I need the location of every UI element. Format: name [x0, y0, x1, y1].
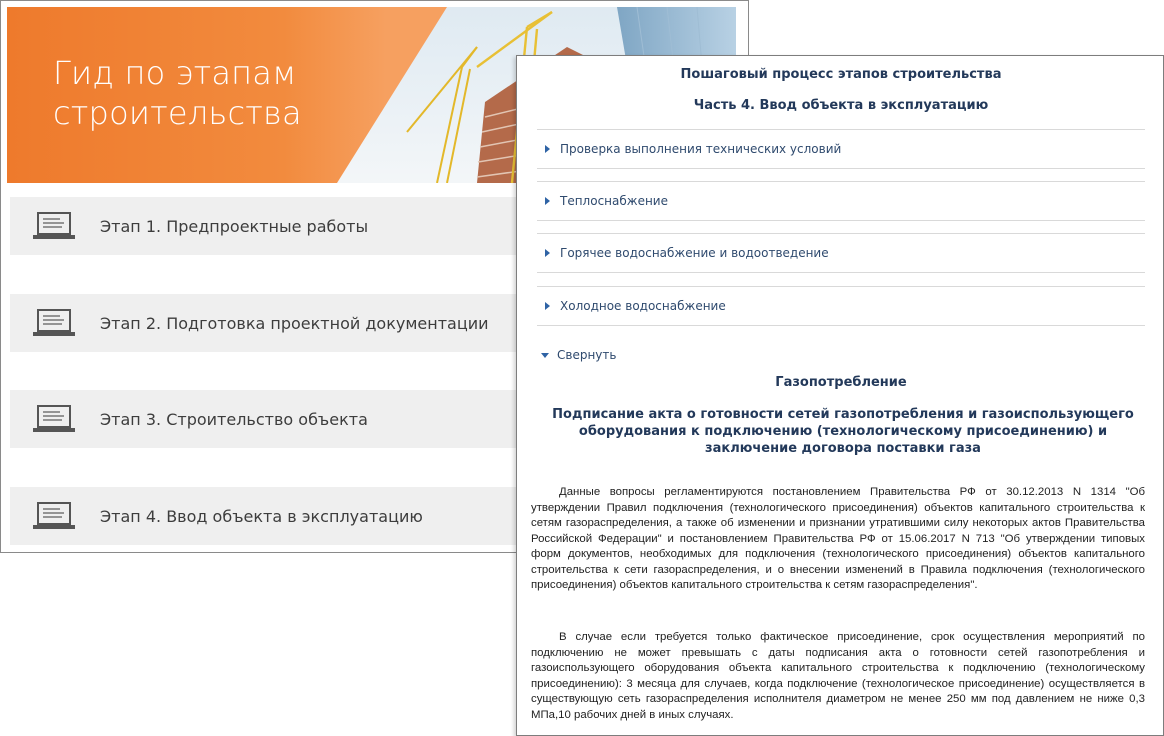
accordion-label: Холодное водоснабжение — [560, 299, 726, 313]
stage-4-label: Этап 4. Ввод объекта в эксплуатацию — [100, 506, 423, 526]
accordion-item-hot-water[interactable] — [537, 233, 1145, 273]
stage-2-label: Этап 2. Подготовка проектной документации — [100, 313, 489, 333]
laptop-icon — [32, 211, 76, 241]
body-paragraph-2: В случае если требуется только фактическое присоединение, срок осуществления мероприятий по подключению не может превышать с даты подписания акта о готовности сетей газопотребления и газоиспользующего оборудования объекта капитального строительства к подключению (технологическому присоединению): 3 месяца для случаев, когда подключение (технологическое присоединение) осуществляется в существующую сеть газораспределения исполнителя диаметром не менее 250 мм под давлением не ниже 0,3 МПа,10 рабочих дней в иных случаях. — [531, 631, 1145, 721]
accordion-label: Теплоснабжение — [560, 194, 668, 208]
triangle-right-icon — [545, 145, 550, 153]
section-subheading: Подписание акта о готовности сетей газопотребления и газоиспользующего оборудования к подключению (технологическому присоединению) и заключение договора поставки газа — [552, 407, 1134, 456]
collapse-label: Свернуть — [557, 348, 617, 362]
accordion-label: Проверка выполнения технических условий — [560, 142, 842, 156]
laptop-icon — [32, 308, 76, 338]
stage-4-detail-window — [516, 55, 1164, 736]
triangle-down-icon — [541, 353, 549, 358]
stage-1-label: Этап 1. Предпроектные работы — [100, 216, 369, 236]
body-paragraph-1: Данные вопросы регламентируются постановлением Правительства РФ от 30.12.2013 N 1314 "Об утверждении Правил подключения (технологического присоединения) объектов капитального строительства к сетям газораспределения, а также об изменении и признании утратившими силу некоторых актов Правительства Российской Федерации" и постановлением Правительства РФ от 15.06.2017 N 713 "Об утверждении типовых форм документов, необходимых для подключения (технологического присоединения) объектов капитального строительства к сети газораспределения, и о внесении изменений в Правила подключения (технологического присоединения) объектов капитального строительства к сетям газораспределения". — [531, 486, 1145, 591]
hero-title-line-2: строительства — [53, 94, 302, 132]
accordion-item-tech-conditions[interactable] — [537, 129, 1145, 169]
hero-title — [53, 53, 333, 133]
triangle-right-icon — [545, 302, 550, 310]
page-subtitle: Часть 4. Ввод объекта в эксплуатацию — [693, 98, 989, 113]
hero-title-line-1: Гид по этапам — [53, 54, 297, 92]
laptop-icon — [32, 501, 76, 531]
accordion-item-heating[interactable] — [537, 181, 1145, 221]
page-title: Пошаговый процесс этапов строительства — [680, 67, 1002, 82]
section-heading: Газопотребление — [775, 375, 907, 390]
accordion-label: Горячее водоснабжение и водоотведение — [560, 246, 829, 260]
triangle-right-icon — [545, 197, 550, 205]
laptop-icon — [32, 404, 76, 434]
collapse-toggle[interactable] — [541, 348, 616, 362]
triangle-right-icon — [545, 249, 550, 257]
stage-3-label: Этап 3. Строительство объекта — [100, 409, 368, 429]
accordion-item-cold-water[interactable] — [537, 286, 1145, 326]
